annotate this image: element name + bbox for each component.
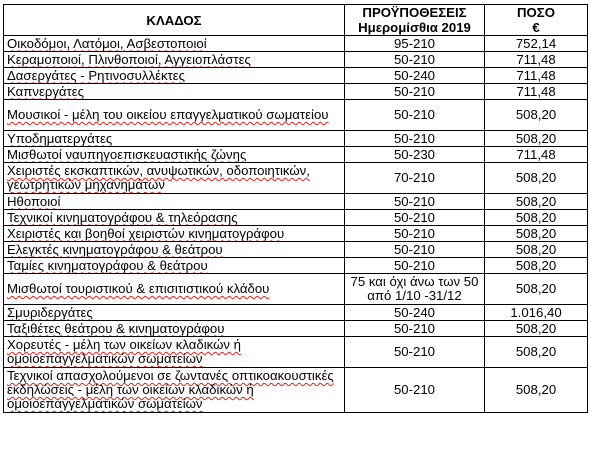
sector-cell-text: Χειριστές και βοηθοί χειριστών κινηματογράφου xyxy=(7,225,285,241)
requirements-cell-text: 50-210 xyxy=(393,209,436,225)
requirements-cell-text: 50-240 xyxy=(393,67,436,83)
requirements-cell-text: 50-210 xyxy=(393,320,436,336)
sector-cell-text: Χορευτές - μέλη των οικείων κλαδικών ή ομοιοεπαγγελματικών σωματείων xyxy=(7,337,241,366)
amount-cell-text: 711,48 xyxy=(516,51,556,67)
sector-cell-text: Οικοδόμοι, Λατόμοι, Ασβεστοποιοί xyxy=(7,35,207,51)
amount-cell-text: 508,20 xyxy=(515,320,557,336)
header-amount-line2: € xyxy=(532,20,540,35)
sector-cell-text: Σμυριδεργάτες xyxy=(7,304,93,320)
requirements-cell-text: 50-240 xyxy=(393,304,436,320)
table-row xyxy=(4,305,588,321)
requirements-cell xyxy=(345,147,485,163)
header-requirements xyxy=(345,5,485,36)
table-row xyxy=(4,226,588,242)
amount-cell xyxy=(485,321,588,337)
sector-cell xyxy=(4,194,345,210)
sector-cell-text: Ταμίες κινηματογράφου & θεάτρου xyxy=(7,257,208,273)
sector-cell-text: Μουσικοί - μέλη του οικείου επαγγελματικού σωματείου xyxy=(7,107,329,122)
requirements-cell xyxy=(345,84,485,100)
amount-cell-text: 1.016,40 xyxy=(510,304,562,320)
requirements-cell-text: 75 και όχι άνω των 50 από 1/10 -31/12 xyxy=(350,274,479,303)
table-row xyxy=(4,147,588,163)
header-amount-line1: ΠΟΣΟ xyxy=(517,5,555,20)
amount-cell-text: 508,20 xyxy=(515,257,557,273)
sector-cell-text: Χειριστές εκσκαπτικών, ανυψωτικών, οδοποιητικών, γεωτρητικών μηχανημάτων xyxy=(7,163,310,192)
amount-cell xyxy=(485,305,588,321)
table-row xyxy=(4,100,588,131)
amount-cell-text: 752,14 xyxy=(515,35,557,51)
requirements-cell xyxy=(345,131,485,147)
requirements-cell-text: 50-210 xyxy=(393,130,436,146)
header-amount xyxy=(485,5,588,36)
amount-cell xyxy=(485,274,588,305)
table-row xyxy=(4,52,588,68)
sector-cell-text: Ηθοποιοί xyxy=(7,193,61,209)
requirements-cell-text: 50-210 xyxy=(393,83,436,99)
requirements-cell xyxy=(345,337,485,368)
sector-cell-text: Τεχνικοί απασχολούμενοι σε ζωντανές οπτικοακουστικές εκδηλώσεις - μέλη των οικείων κλαδικών ή ομοιοεπαγγελματικών σωματείων xyxy=(7,368,334,411)
amount-cell xyxy=(485,68,588,84)
sector-cell xyxy=(4,210,345,226)
sector-cell xyxy=(4,226,345,242)
table-row xyxy=(4,321,588,337)
table-row xyxy=(4,163,588,194)
table-body xyxy=(4,36,588,413)
amount-cell xyxy=(485,84,588,100)
amount-cell xyxy=(485,52,588,68)
sector-cell xyxy=(4,84,345,100)
sector-cell xyxy=(4,68,345,84)
sector-cell-text: Ελεγκτές κινηματογράφου & θεάτρου xyxy=(7,241,223,257)
table-header-row xyxy=(4,5,588,36)
amount-cell-text: 508,20 xyxy=(515,209,557,225)
amount-cell xyxy=(485,210,588,226)
amount-cell xyxy=(485,100,588,131)
amount-cell-text: 508,20 xyxy=(515,281,557,296)
requirements-cell xyxy=(345,368,485,413)
sector-cell-text: Καπνεργάτες xyxy=(7,83,84,99)
requirements-cell-text: 50-210 xyxy=(393,241,436,257)
amount-cell-text: 508,20 xyxy=(515,170,557,185)
amount-cell xyxy=(485,36,588,52)
table-row xyxy=(4,242,588,258)
amount-cell-text: 711,48 xyxy=(516,67,556,83)
sector-cell-text: Ταξιθέτες θεάτρου & κινηματογράφου xyxy=(7,320,225,336)
sector-cell xyxy=(4,36,345,52)
requirements-cell-text: 50-210 xyxy=(393,257,436,273)
amount-cell xyxy=(485,368,588,413)
requirements-cell-text: 50-230 xyxy=(393,146,436,162)
requirements-cell xyxy=(345,194,485,210)
table-row xyxy=(4,210,588,226)
sector-cell-text: Μισθωτοί ναυπηγοεπισκευαστικής ζώνης xyxy=(7,146,247,162)
requirements-cell xyxy=(345,242,485,258)
amount-cell xyxy=(485,163,588,194)
requirements-cell xyxy=(345,226,485,242)
sector-cell xyxy=(4,258,345,274)
requirements-cell xyxy=(345,68,485,84)
amount-cell-text: 508,20 xyxy=(515,107,557,122)
requirements-cell xyxy=(345,305,485,321)
amount-cell xyxy=(485,337,588,368)
table-row xyxy=(4,84,588,100)
requirements-cell xyxy=(345,100,485,131)
header-requirements-line2: Ημερομίσθια 2019 xyxy=(358,20,471,35)
sector-cell xyxy=(4,147,345,163)
sector-cell xyxy=(4,100,345,131)
sector-cell xyxy=(4,274,345,305)
header-sector: ΚΛΑΔΟΣ xyxy=(4,5,345,36)
requirements-cell xyxy=(345,274,485,305)
requirements-cell-text: 70-210 xyxy=(393,170,436,185)
amount-cell xyxy=(485,147,588,163)
benefits-table xyxy=(3,4,588,413)
requirements-cell-text: 50-210 xyxy=(393,51,436,67)
table-row xyxy=(4,337,588,368)
amount-cell-text: 508,20 xyxy=(515,225,557,241)
requirements-cell-text: 50-210 xyxy=(393,344,436,359)
amount-cell-text: 711,48 xyxy=(516,83,556,99)
requirements-cell-text: 50-210 xyxy=(393,193,436,209)
requirements-cell xyxy=(345,52,485,68)
sector-cell xyxy=(4,337,345,368)
amount-cell-text: 711,48 xyxy=(516,146,556,162)
table-row xyxy=(4,131,588,147)
amount-cell xyxy=(485,258,588,274)
requirements-cell-text: 50-210 xyxy=(393,225,436,241)
amount-cell xyxy=(485,131,588,147)
amount-cell-text: 508,20 xyxy=(515,241,557,257)
requirements-cell xyxy=(345,36,485,52)
sector-cell xyxy=(4,163,345,194)
amount-cell-text: 508,20 xyxy=(515,130,557,146)
sector-cell xyxy=(4,305,345,321)
sector-cell xyxy=(4,52,345,68)
amount-cell-text: 508,20 xyxy=(515,382,557,397)
amount-cell xyxy=(485,194,588,210)
amount-cell-text: 508,20 xyxy=(515,344,557,359)
sector-cell-text: Κεραμοποιοί, Πλινθοποιοί, Αγγειοπλάστες xyxy=(7,51,251,67)
sector-cell xyxy=(4,131,345,147)
requirements-cell xyxy=(345,163,485,194)
sector-cell xyxy=(4,321,345,337)
amount-cell-text: 508,20 xyxy=(515,193,557,209)
table-row xyxy=(4,274,588,305)
table-row xyxy=(4,258,588,274)
sector-cell-text: Μισθωτοί τουριστικού & επισιτιστικού κλάδου xyxy=(7,281,270,296)
requirements-cell xyxy=(345,258,485,274)
requirements-cell xyxy=(345,321,485,337)
sector-cell-text: Τεχνικοί κινηματογράφου & τηλεόρασης xyxy=(7,209,238,225)
header-requirements-line1: ΠΡΟΫΠΟΘΕΣΕΙΣ xyxy=(362,5,467,20)
table-row xyxy=(4,36,588,52)
sector-cell xyxy=(4,242,345,258)
requirements-cell xyxy=(345,210,485,226)
requirements-cell-text: 95-210 xyxy=(393,35,436,51)
sector-cell-text: Υποδηματεργάτες xyxy=(7,130,113,146)
table-row xyxy=(4,368,588,413)
table-row xyxy=(4,194,588,210)
requirements-cell-text: 50-210 xyxy=(393,107,436,122)
sector-cell-text: Δασεργάτες - Ρητινοσυλλέκτες xyxy=(7,67,185,83)
amount-cell xyxy=(485,226,588,242)
requirements-cell-text: 50-210 xyxy=(393,382,436,397)
sector-cell xyxy=(4,368,345,413)
amount-cell xyxy=(485,242,588,258)
table-row xyxy=(4,68,588,84)
